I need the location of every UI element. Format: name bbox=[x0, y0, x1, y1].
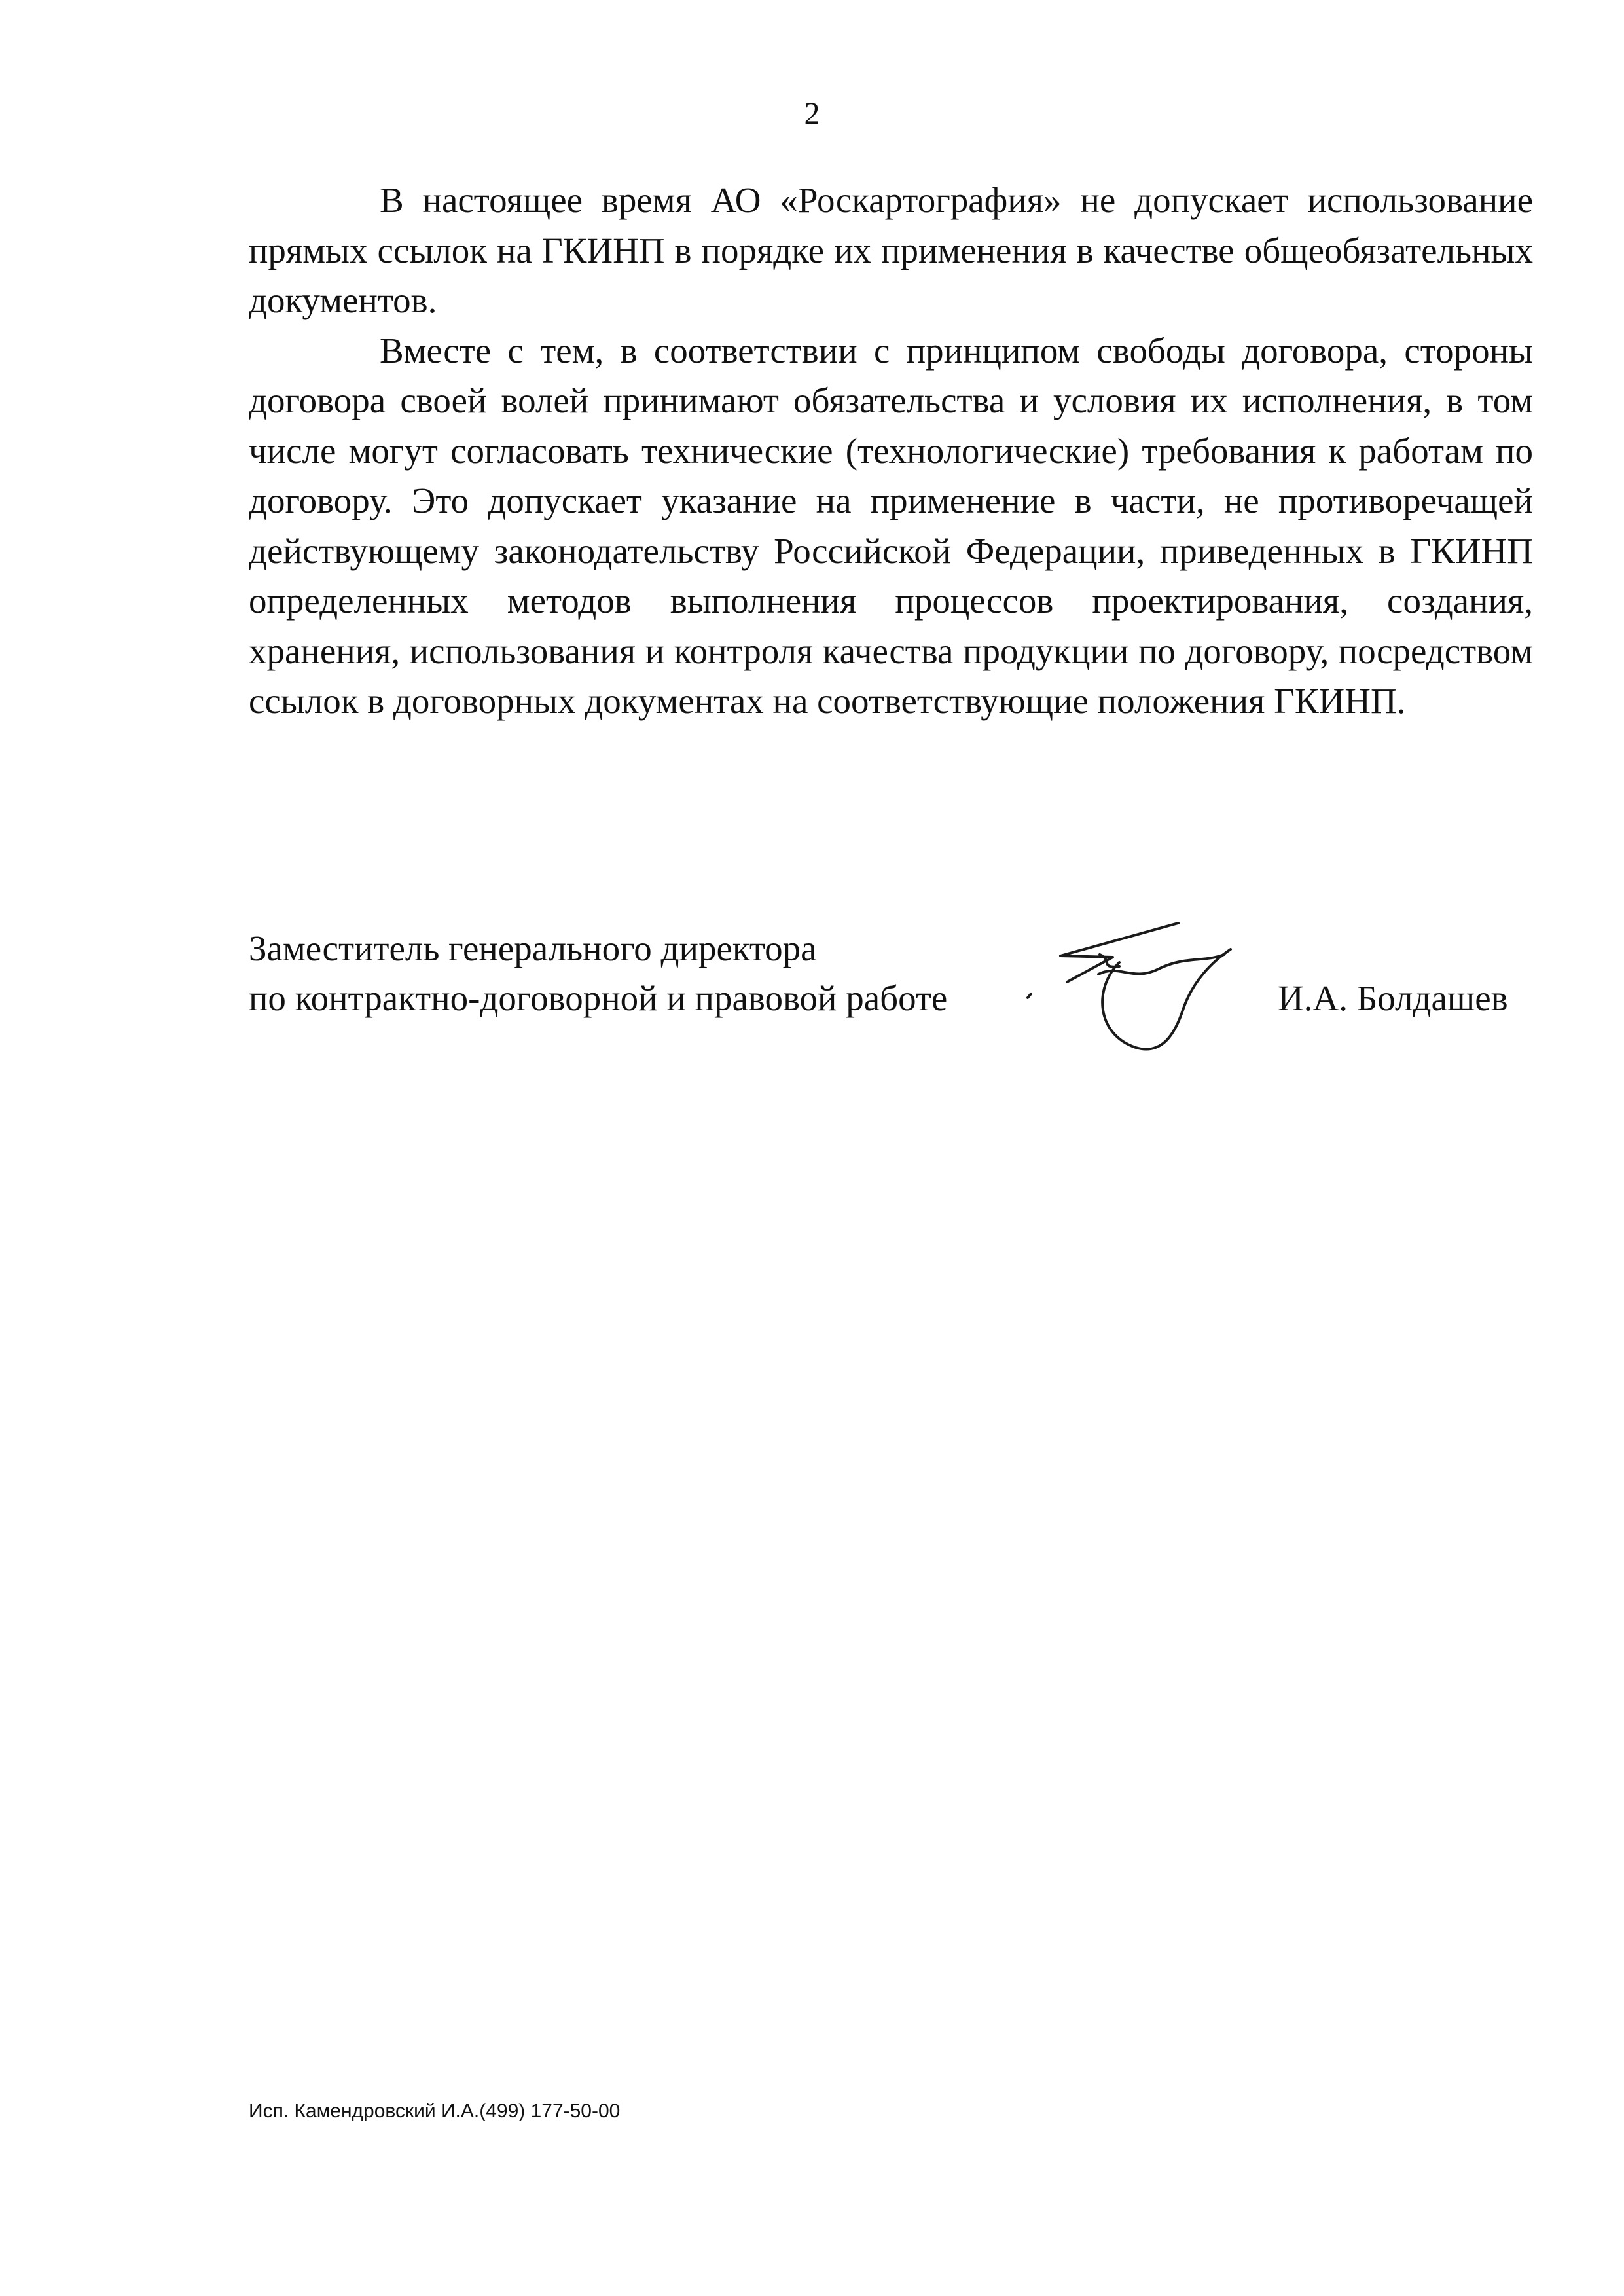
signatory-position-line-2: по контрактно-договорной и правовой работе bbox=[249, 978, 948, 1018]
handwritten-signature bbox=[1021, 917, 1283, 1087]
letter-body bbox=[249, 175, 1533, 727]
signatory-position-line-1: Заместитель генерального директора bbox=[249, 928, 817, 968]
signatory-position bbox=[249, 924, 947, 1023]
executor-note: Исп. Камендровский И.А.(499) 177-50-00 bbox=[249, 2100, 621, 2122]
signatory-name: И.А. Болдашев bbox=[1278, 978, 1508, 1018]
page-number: 2 bbox=[804, 96, 820, 131]
paragraph-1: В настоящее время АО «Роскартография» не допускает использование прямых ссылок на ГКИНП в порядке их применения в качестве общеобязательных документов. bbox=[249, 180, 1533, 320]
paragraph-2: Вместе с тем, в соответствии с принципом свободы договора, стороны договора своей волей принимают обязательства и условия их исполнения, в том числе могут согласовать технические (технологические) требования к работам по договору. Это допускает указание на применение в части, не противоречащей действующему законодательству Российской Федерации, приведенных в ГКИНП определенных методов выполнения процессов проектирования, создания, хранения, использования и контроля качества продукции по договору, посредством ссылок в договорных документах на соответствующие положения ГКИНП. bbox=[249, 330, 1533, 721]
